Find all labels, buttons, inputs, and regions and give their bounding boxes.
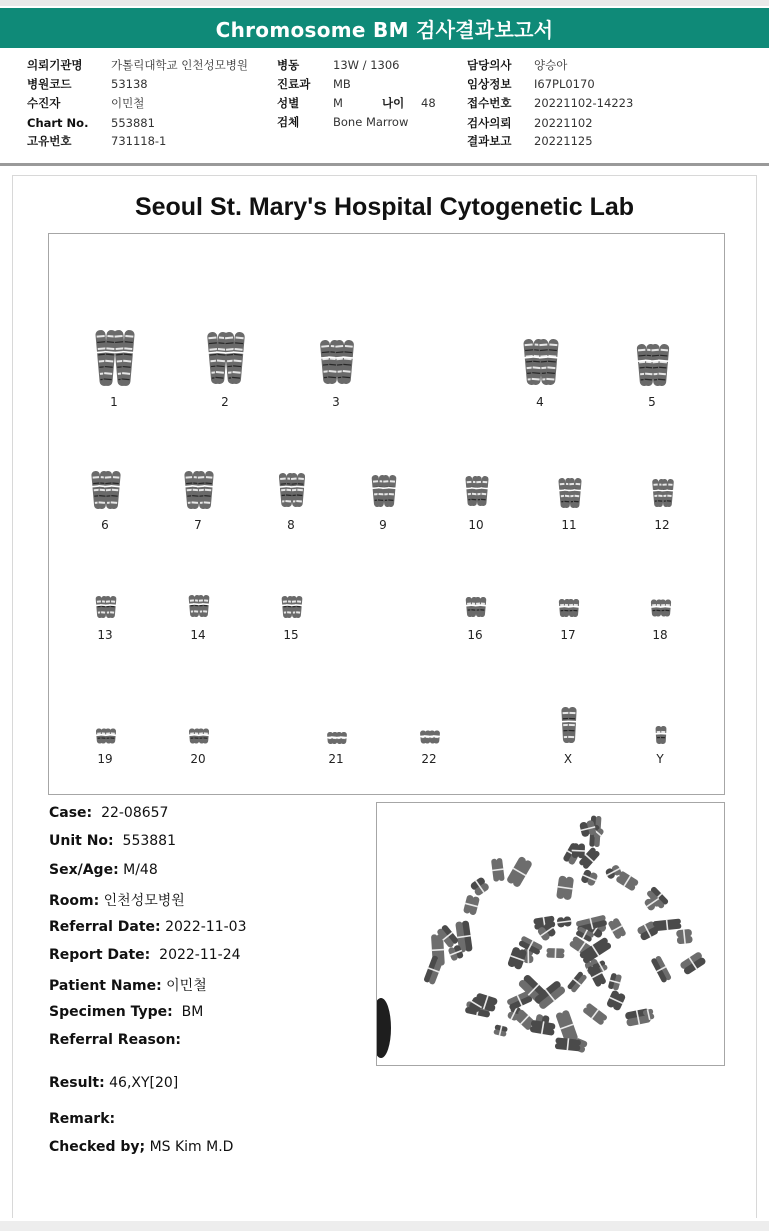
checked-by-label: Checked by;	[49, 1139, 146, 1155]
unit-no-label: Unit No:	[49, 833, 114, 849]
chromosome-9	[371, 475, 396, 507]
chromosome-2	[207, 332, 245, 385]
metaphase-chromosome	[607, 973, 622, 991]
chromosome-x	[561, 707, 576, 743]
specimen-type-field	[49, 1004, 203, 1020]
metaphase-chromosome	[580, 869, 599, 887]
header-value-clinical-info: I67PL0170	[534, 77, 595, 91]
header-label-chart-no: Chart No.	[27, 116, 89, 130]
chromosome-label-21: 21	[328, 752, 344, 766]
header-label-age: 나이	[382, 96, 405, 110]
chromosome-label-7: 7	[194, 518, 202, 532]
nucleus-edge	[377, 998, 391, 1058]
remark-field	[49, 1111, 115, 1127]
header-label-specimen: 검체	[277, 115, 300, 129]
chromosome-label-12: 12	[654, 518, 670, 532]
remark-label: Remark:	[49, 1111, 116, 1127]
case-field	[49, 805, 168, 821]
header-value-department: MB	[333, 77, 351, 91]
chromosome-17	[559, 599, 580, 617]
header-value-unique-no: 731118-1	[111, 134, 167, 148]
header-value-result-date: 20221125	[534, 134, 593, 148]
referral-reason-field	[49, 1032, 181, 1048]
header-value-patient: 이민철	[111, 96, 145, 110]
header-value-doctor: 양승아	[534, 58, 568, 72]
metaphase-chromosome	[469, 876, 490, 897]
header-label-clinical-info: 임상정보	[467, 77, 512, 91]
room-field	[49, 890, 185, 910]
metaphase-chromosome	[530, 1019, 556, 1036]
report-date-value: 2022-11-24	[159, 947, 241, 963]
specimen-type-label: Specimen Type:	[49, 1004, 173, 1020]
result-value: 46,XY[20]	[109, 1075, 179, 1091]
title-bar	[0, 8, 769, 48]
chromosome-label-17: 17	[560, 628, 576, 642]
chromosome-10	[465, 476, 489, 506]
metaphase-chromosome	[679, 951, 707, 976]
metaphase-chromosome	[566, 971, 587, 994]
header-value-request-date: 20221102	[534, 116, 593, 130]
chromosome-3	[320, 340, 354, 385]
header-label-institution: 의뢰기관명	[27, 58, 83, 72]
header-value-ward: 13W / 1306	[333, 58, 400, 72]
patient-name-value: 이민철	[166, 978, 207, 994]
metaphase-chromosome	[556, 875, 575, 900]
chromosome-label-1: 1	[110, 395, 118, 409]
chromosome-label-6: 6	[101, 518, 109, 532]
chromosome-22	[420, 730, 440, 743]
chromosome-y	[655, 726, 666, 744]
metaphase-spread-drawing	[377, 803, 725, 1066]
metaphase-chromosome	[506, 855, 534, 888]
chromosome-label-15: 15	[283, 628, 299, 642]
chromosome-label-3: 3	[332, 395, 340, 409]
chromosome-20	[189, 728, 209, 743]
referral-date-value: 2022-11-03	[165, 919, 247, 935]
metaphase-chromosome	[546, 948, 564, 959]
header-value-chart-no: 553881	[111, 116, 155, 130]
chromosome-label-22: 22	[421, 752, 437, 766]
header-label-result-date: 결과보고	[467, 134, 512, 148]
metaphase-chromosome	[463, 894, 481, 915]
chromosome-label-14: 14	[190, 628, 206, 642]
chromosome-19	[96, 728, 116, 743]
result-label: Result:	[49, 1075, 105, 1091]
chromosome-label-5: 5	[648, 395, 656, 409]
header-value-institution: 가톨릭대학교 인천성모병원	[111, 58, 248, 72]
lab-title: Seoul St. Mary's Hospital Cytogenetic Lab	[134, 193, 635, 221]
karyotype-panel	[48, 233, 725, 795]
chromosome-18	[651, 599, 672, 616]
result-field	[49, 1075, 178, 1091]
metaphase-chromosome	[582, 1002, 608, 1026]
sex-age-label: Sex/Age:	[49, 862, 119, 878]
sex-age-value: M/48	[123, 862, 158, 878]
chromosome-11	[558, 478, 582, 508]
report-date-label: Report Date:	[49, 947, 151, 963]
metaphase-chromosome	[571, 843, 585, 858]
header-value-sex: M	[333, 96, 343, 110]
chromosome-14	[188, 595, 209, 617]
header-label-unique-no: 고유번호	[27, 134, 72, 148]
referral-date-label: Referral Date:	[49, 919, 161, 935]
chromosome-label-16: 16	[467, 628, 483, 642]
referral-reason-label: Referral Reason:	[49, 1032, 182, 1048]
chromosome-5	[637, 344, 670, 387]
metaphase-chromosome	[650, 955, 672, 983]
header-label-request-date: 검사의뢰	[467, 116, 512, 130]
chromosome-12	[652, 479, 674, 507]
chromosome-label-11: 11	[561, 518, 577, 532]
chromosome-4	[523, 339, 559, 386]
case-value: 22-08657	[101, 805, 169, 821]
metaphase-chromosome	[423, 955, 444, 985]
header-value-specimen: Bone Marrow	[333, 115, 409, 129]
chromosome-label-y: Y	[656, 752, 664, 766]
metaphase-chromosome	[653, 918, 682, 931]
chromosome-label-20: 20	[190, 752, 206, 766]
chromosome-label-18: 18	[652, 628, 668, 642]
chromosome-6	[91, 471, 121, 510]
chromosome-label-4: 4	[536, 395, 544, 409]
patient-name-field	[49, 975, 207, 995]
header-value-receipt-no: 20221102-14223	[534, 96, 634, 110]
specimen-type-value: BM	[181, 1004, 204, 1020]
chromosome-label-2: 2	[221, 395, 229, 409]
chromosome-16	[466, 597, 487, 617]
chromosome-13	[95, 596, 116, 618]
metaphase-chromosome	[676, 928, 693, 944]
chromosome-21	[327, 732, 347, 744]
sex-age-field	[49, 862, 158, 878]
room-label: Room:	[49, 893, 100, 909]
header-value-age: 48	[421, 96, 436, 110]
chromosome-label-8: 8	[287, 518, 295, 532]
chromosome-label-19: 19	[97, 752, 113, 766]
patient-name-label: Patient Name:	[49, 978, 162, 994]
header-label-sex: 성별	[277, 96, 300, 110]
metaphase-chromosome	[556, 916, 572, 928]
header-label-department: 진료과	[277, 77, 311, 91]
header-label-receipt-no: 접수번호	[467, 96, 512, 110]
chromosome-15	[281, 596, 302, 618]
checked-by-field	[49, 1139, 233, 1155]
chromosome-8	[279, 473, 306, 508]
metaphase-spread-image	[376, 802, 725, 1066]
referral-date-field	[49, 919, 246, 935]
header-label-patient: 수진자	[27, 96, 61, 110]
header-value-hospital-code: 53138	[111, 77, 148, 91]
chromosome-label-9: 9	[379, 518, 387, 532]
chromosome-label-10: 10	[468, 518, 484, 532]
report-date-field	[49, 947, 241, 963]
unit-no-value: 553881	[122, 833, 176, 849]
report-title: Chromosome BM 검사결과보고서	[215, 17, 554, 42]
metaphase-chromosome	[607, 917, 627, 940]
chromosome-7	[184, 471, 214, 510]
metaphase-chromosome	[606, 989, 627, 1011]
header-label-doctor: 담당의사	[467, 58, 512, 72]
top-strip	[0, 0, 769, 6]
header-divider	[0, 163, 769, 166]
checked-by-value: MS Kim M.D	[149, 1139, 234, 1155]
karyotype-image	[49, 234, 726, 796]
chromosome-label-x: X	[563, 752, 573, 766]
metaphase-chromosome	[491, 858, 505, 882]
chromosome-1	[95, 330, 135, 387]
header-label-hospital-code: 병원코드	[27, 77, 72, 91]
header-label-ward: 병동	[277, 58, 300, 72]
room-value: 인천성모병원	[103, 893, 185, 909]
metaphase-chromosome	[493, 1024, 508, 1037]
bottom-strip	[0, 1221, 769, 1231]
case-label: Case:	[49, 805, 93, 821]
chromosome-label-13: 13	[97, 628, 113, 642]
unit-no-field	[49, 833, 176, 849]
